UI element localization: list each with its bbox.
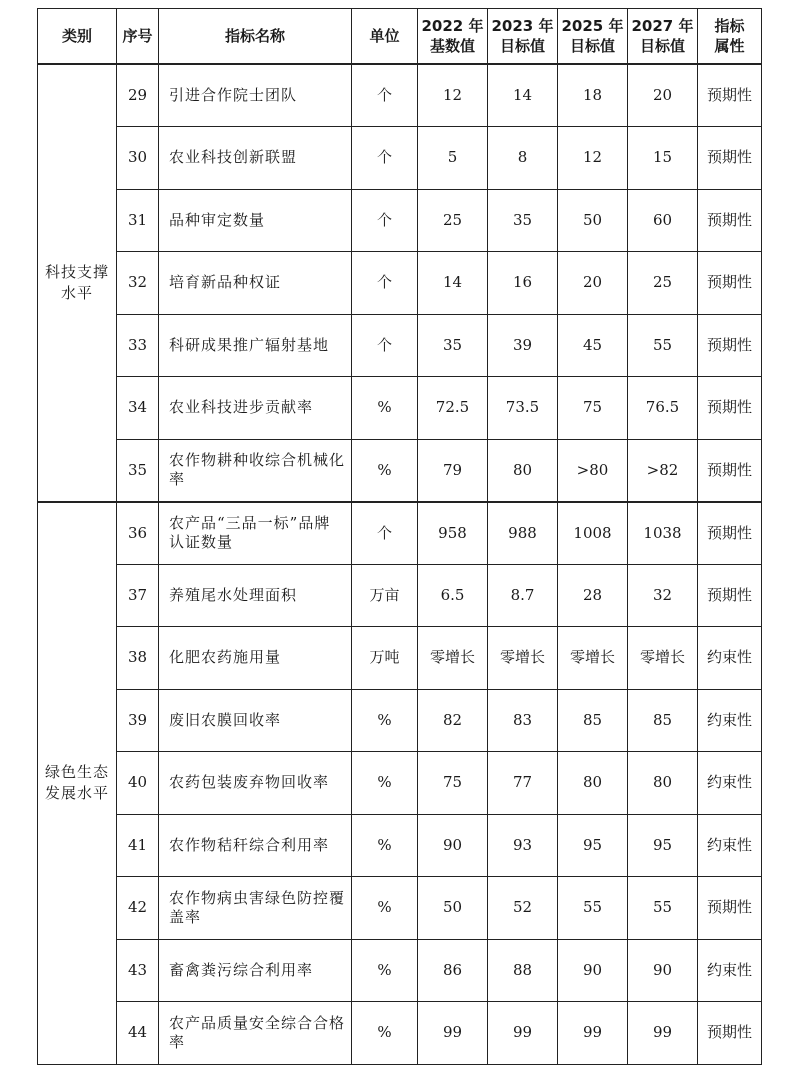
value-2025-cell: 28 xyxy=(558,564,628,627)
table-row xyxy=(38,377,762,440)
value-2027-cell: 85 xyxy=(628,689,698,752)
header-2022: 2022 年 基数值 xyxy=(418,9,488,65)
table-row xyxy=(38,502,762,565)
value-2027-cell: 90 xyxy=(628,939,698,1002)
attribute-cell: 预期性 xyxy=(698,377,762,440)
attribute-cell: 预期性 xyxy=(698,64,762,127)
unit-cell: 个 xyxy=(352,64,418,127)
value-2025-cell: 95 xyxy=(558,814,628,877)
value-2022-cell: 99 xyxy=(418,1002,488,1065)
table-row xyxy=(38,752,762,815)
seq-cell: 41 xyxy=(117,814,159,877)
value-2023-cell: 35 xyxy=(488,189,558,252)
category-cell: 科技支撑 水平 xyxy=(38,64,117,502)
unit-cell: 个 xyxy=(352,502,418,565)
value-2025-cell: 20 xyxy=(558,252,628,315)
value-2023-cell: 73.5 xyxy=(488,377,558,440)
indicator-name-cell: 农产品质量安全综合合格率 xyxy=(159,1002,352,1065)
value-2027-cell: 55 xyxy=(628,877,698,940)
value-2023-cell: 14 xyxy=(488,64,558,127)
table-row xyxy=(38,877,762,940)
value-2025-cell: 零增长 xyxy=(558,627,628,690)
indicator-name-cell: 畜禽粪污综合利用率 xyxy=(159,939,352,1002)
indicator-name-cell: 化肥农药施用量 xyxy=(159,627,352,690)
value-2025-cell: 85 xyxy=(558,689,628,752)
header-row xyxy=(38,9,762,65)
seq-cell: 42 xyxy=(117,877,159,940)
table-row xyxy=(38,127,762,190)
value-2023-cell: 52 xyxy=(488,877,558,940)
header-attr: 指标 属性 xyxy=(698,9,762,65)
value-2022-cell: 14 xyxy=(418,252,488,315)
value-2023-cell: 99 xyxy=(488,1002,558,1065)
value-2023-cell: 39 xyxy=(488,314,558,377)
attribute-cell: 预期性 xyxy=(698,877,762,940)
attribute-cell: 约束性 xyxy=(698,689,762,752)
unit-cell: 个 xyxy=(352,189,418,252)
value-2027-cell: 55 xyxy=(628,314,698,377)
unit-cell: % xyxy=(352,689,418,752)
table-row xyxy=(38,627,762,690)
header-category: 类别 xyxy=(38,9,117,65)
attribute-cell: 约束性 xyxy=(698,939,762,1002)
unit-cell: 个 xyxy=(352,127,418,190)
value-2025-cell: 80 xyxy=(558,752,628,815)
unit-cell: % xyxy=(352,752,418,815)
table-row xyxy=(38,939,762,1002)
unit-cell: % xyxy=(352,377,418,440)
indicator-name-cell: 引进合作院士团队 xyxy=(159,64,352,127)
table-row xyxy=(38,64,762,127)
table-row xyxy=(38,1002,762,1065)
indicator-name-cell: 养殖尾水处理面积 xyxy=(159,564,352,627)
value-2023-cell: 零增长 xyxy=(488,627,558,690)
indicator-name-cell: 品种审定数量 xyxy=(159,189,352,252)
seq-cell: 29 xyxy=(117,64,159,127)
seq-cell: 33 xyxy=(117,314,159,377)
attribute-cell: 预期性 xyxy=(698,439,762,502)
value-2025-cell: 75 xyxy=(558,377,628,440)
unit-cell: % xyxy=(352,439,418,502)
value-2023-cell: 88 xyxy=(488,939,558,1002)
attribute-cell: 约束性 xyxy=(698,752,762,815)
unit-cell: % xyxy=(352,814,418,877)
attribute-cell: 预期性 xyxy=(698,502,762,565)
indicator-name-cell: 农业科技进步贡献率 xyxy=(159,377,352,440)
table-row xyxy=(38,439,762,502)
seq-cell: 31 xyxy=(117,189,159,252)
indicator-name-cell: 农产品“三品一标”品牌认证数量 xyxy=(159,502,352,565)
seq-cell: 38 xyxy=(117,627,159,690)
attribute-cell: 预期性 xyxy=(698,127,762,190)
header-unit: 单位 xyxy=(352,9,418,65)
value-2023-cell: 8.7 xyxy=(488,564,558,627)
indicator-name-cell: 农作物秸秆综合利用率 xyxy=(159,814,352,877)
value-2022-cell: 6.5 xyxy=(418,564,488,627)
table-row xyxy=(38,689,762,752)
indicator-name-cell: 废旧农膜回收率 xyxy=(159,689,352,752)
seq-cell: 43 xyxy=(117,939,159,1002)
value-2027-cell: 99 xyxy=(628,1002,698,1065)
seq-cell: 32 xyxy=(117,252,159,315)
value-2022-cell: 86 xyxy=(418,939,488,1002)
value-2027-cell: 80 xyxy=(628,752,698,815)
indicator-name-cell: 农药包装废弃物回收率 xyxy=(159,752,352,815)
value-2022-cell: 90 xyxy=(418,814,488,877)
attribute-cell: 预期性 xyxy=(698,314,762,377)
indicator-name-cell: 农作物病虫害绿色防控覆盖率 xyxy=(159,877,352,940)
value-2027-cell: 32 xyxy=(628,564,698,627)
indicator-name-cell: 农作物耕种收综合机械化率 xyxy=(159,439,352,502)
value-2022-cell: 958 xyxy=(418,502,488,565)
unit-cell: 万吨 xyxy=(352,627,418,690)
value-2027-cell: 15 xyxy=(628,127,698,190)
seq-cell: 40 xyxy=(117,752,159,815)
value-2027-cell: 1038 xyxy=(628,502,698,565)
header-seq: 序号 xyxy=(117,9,159,65)
indicator-name-cell: 科研成果推广辐射基地 xyxy=(159,314,352,377)
value-2025-cell: 90 xyxy=(558,939,628,1002)
value-2027-cell: 零增长 xyxy=(628,627,698,690)
table-row xyxy=(38,564,762,627)
table-row xyxy=(38,314,762,377)
value-2022-cell: 12 xyxy=(418,64,488,127)
attribute-cell: 约束性 xyxy=(698,814,762,877)
value-2023-cell: 77 xyxy=(488,752,558,815)
header-2025: 2025 年 目标值 xyxy=(558,9,628,65)
category-cell: 绿色生态 发展水平 xyxy=(38,502,117,1065)
value-2023-cell: 988 xyxy=(488,502,558,565)
table-row xyxy=(38,814,762,877)
seq-cell: 30 xyxy=(117,127,159,190)
value-2023-cell: 8 xyxy=(488,127,558,190)
value-2022-cell: 零增长 xyxy=(418,627,488,690)
header-2027: 2027 年 目标值 xyxy=(628,9,698,65)
unit-cell: % xyxy=(352,939,418,1002)
value-2022-cell: 72.5 xyxy=(418,377,488,440)
table-row xyxy=(38,252,762,315)
unit-cell: 个 xyxy=(352,314,418,377)
attribute-cell: 预期性 xyxy=(698,564,762,627)
value-2022-cell: 82 xyxy=(418,689,488,752)
unit-cell: % xyxy=(352,1002,418,1065)
value-2022-cell: 5 xyxy=(418,127,488,190)
value-2025-cell: 45 xyxy=(558,314,628,377)
unit-cell: 万亩 xyxy=(352,564,418,627)
table-row xyxy=(38,189,762,252)
value-2027-cell: 60 xyxy=(628,189,698,252)
header-2023: 2023 年 目标值 xyxy=(488,9,558,65)
value-2022-cell: 25 xyxy=(418,189,488,252)
value-2025-cell: 50 xyxy=(558,189,628,252)
attribute-cell: 预期性 xyxy=(698,1002,762,1065)
value-2025-cell: >80 xyxy=(558,439,628,502)
attribute-cell: 约束性 xyxy=(698,627,762,690)
seq-cell: 36 xyxy=(117,502,159,565)
attribute-cell: 预期性 xyxy=(698,189,762,252)
value-2022-cell: 79 xyxy=(418,439,488,502)
indicator-name-cell: 农业科技创新联盟 xyxy=(159,127,352,190)
value-2023-cell: 16 xyxy=(488,252,558,315)
value-2023-cell: 83 xyxy=(488,689,558,752)
indicator-table xyxy=(37,8,762,1065)
unit-cell: % xyxy=(352,877,418,940)
seq-cell: 37 xyxy=(117,564,159,627)
value-2027-cell: 20 xyxy=(628,64,698,127)
header-name: 指标名称 xyxy=(159,9,352,65)
value-2027-cell: 25 xyxy=(628,252,698,315)
seq-cell: 39 xyxy=(117,689,159,752)
value-2025-cell: 18 xyxy=(558,64,628,127)
table-body xyxy=(38,64,762,1064)
value-2027-cell: >82 xyxy=(628,439,698,502)
value-2027-cell: 95 xyxy=(628,814,698,877)
value-2025-cell: 12 xyxy=(558,127,628,190)
indicator-name-cell: 培育新品种权证 xyxy=(159,252,352,315)
value-2025-cell: 55 xyxy=(558,877,628,940)
value-2022-cell: 50 xyxy=(418,877,488,940)
seq-cell: 44 xyxy=(117,1002,159,1065)
value-2022-cell: 75 xyxy=(418,752,488,815)
unit-cell: 个 xyxy=(352,252,418,315)
attribute-cell: 预期性 xyxy=(698,252,762,315)
value-2023-cell: 93 xyxy=(488,814,558,877)
seq-cell: 35 xyxy=(117,439,159,502)
value-2025-cell: 99 xyxy=(558,1002,628,1065)
seq-cell: 34 xyxy=(117,377,159,440)
value-2025-cell: 1008 xyxy=(558,502,628,565)
value-2023-cell: 80 xyxy=(488,439,558,502)
value-2022-cell: 35 xyxy=(418,314,488,377)
value-2027-cell: 76.5 xyxy=(628,377,698,440)
